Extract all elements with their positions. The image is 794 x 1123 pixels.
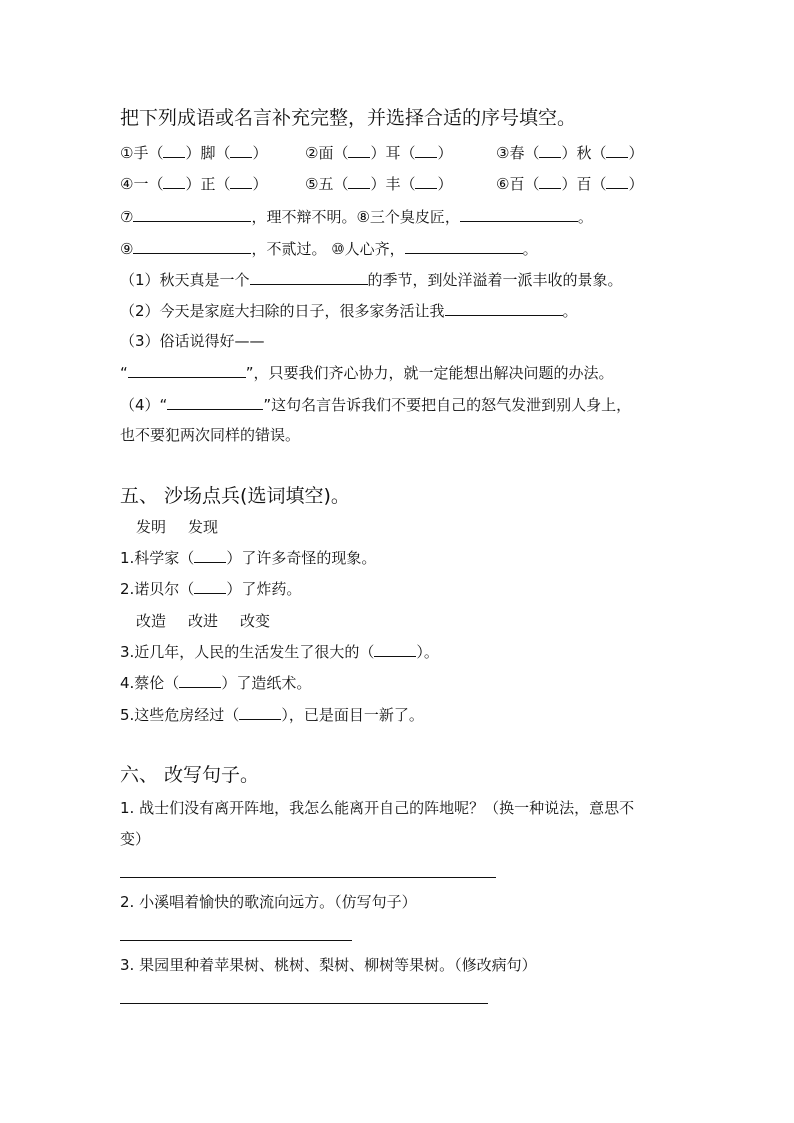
word-option: 改变 <box>240 612 271 630</box>
s3-close: ”，只要我们齐心协力，就一定能想出解决问题的办法。 <box>245 364 614 382</box>
blank[interactable] <box>250 269 368 285</box>
q10-end: 。 <box>522 240 538 258</box>
word-option: 改进 <box>188 612 219 630</box>
s2-b: 。 <box>562 302 578 320</box>
s1-b: 的季节，到处洋溢着一派丰收的景象。 <box>367 271 623 289</box>
q-text: ）。 <box>416 643 439 661</box>
quote-q7-q8 <box>120 206 593 227</box>
blank[interactable] <box>606 143 628 158</box>
blank[interactable] <box>133 238 251 254</box>
s5-q2 <box>120 579 301 599</box>
idiom-label: ②面（ <box>305 144 349 162</box>
q-text: ）了炸药。 <box>226 580 302 598</box>
blank[interactable] <box>415 174 437 189</box>
section-6-title: 六、 改写句子。 <box>120 764 260 786</box>
q-text: 5.这些危房经过（ <box>120 706 240 724</box>
sentence-2 <box>120 300 578 321</box>
blank[interactable] <box>606 174 628 189</box>
quote-open: “ <box>120 364 128 382</box>
idiom-5 <box>305 174 452 194</box>
idiom-label: ⑤五（ <box>305 175 349 193</box>
idiom-mid: ）耳（ <box>370 144 416 162</box>
idiom-label: ④一（ <box>120 175 164 193</box>
blank[interactable] <box>230 143 252 158</box>
q-text: ），已是面目一新了。 <box>281 706 424 724</box>
blank[interactable] <box>194 579 226 594</box>
s6-q2: 2. 小溪唱着愉快的歌流向远方。（仿写句子） <box>120 893 417 911</box>
q-text: ）了造纸术。 <box>221 674 312 692</box>
idiom-3 <box>496 143 643 163</box>
blank[interactable] <box>163 143 185 158</box>
s6-q1-cont: 变） <box>120 830 151 848</box>
answer-line-1[interactable] <box>120 876 496 878</box>
q7-num: ⑦ <box>120 208 134 226</box>
s5-q1 <box>120 548 376 568</box>
answer-line-3[interactable] <box>120 1002 488 1004</box>
sentence-3-quote <box>120 362 614 383</box>
s1-a: （1）秋天真是一个 <box>120 271 250 289</box>
blank[interactable] <box>539 143 561 158</box>
blank[interactable] <box>348 143 370 158</box>
q9-num: ⑨ <box>120 240 134 258</box>
q-text: 3.近几年，人民的生活发生了很大的（ <box>120 643 375 661</box>
blank[interactable] <box>194 548 226 563</box>
idiom-4 <box>120 174 267 194</box>
s6-q3: 3. 果园里种着苹果树、桃树、梨树、柳树等果树。（修改病句） <box>120 956 537 974</box>
blank[interactable] <box>539 174 561 189</box>
sentence-4 <box>120 394 631 415</box>
idiom-6 <box>496 174 643 194</box>
blank[interactable] <box>460 206 578 222</box>
blank[interactable] <box>415 143 437 158</box>
q8-end: 。 <box>577 208 593 226</box>
s6-q1: 1. 战士们没有离开阵地，我怎么能离开自己的阵地呢？（换一种说法，意思不 <box>120 799 635 817</box>
sentence-1 <box>120 269 623 290</box>
idiom-end: ） <box>628 175 644 193</box>
idiom-end: ） <box>437 175 453 193</box>
idiom-end: ） <box>628 144 644 162</box>
section-4-title: 把下列成语或名言补充完整，并选择合适的序号填空。 <box>120 107 577 129</box>
answer-line-2[interactable] <box>120 939 352 941</box>
section-5-title: 五、 沙场点兵(选词填空)。 <box>120 485 350 507</box>
idiom-mid: ）正（ <box>185 175 231 193</box>
s2-a: （2）今天是家庭大扫除的日子，很多家务活让我 <box>120 302 445 320</box>
blank[interactable] <box>374 642 416 657</box>
word-option: 改造 <box>136 612 167 630</box>
s5-q4 <box>120 673 311 693</box>
blank[interactable] <box>128 362 246 378</box>
blank[interactable] <box>239 705 281 720</box>
idiom-end: ） <box>252 144 268 162</box>
idiom-mid: ）丰（ <box>370 175 416 193</box>
blank[interactable] <box>133 206 251 222</box>
idiom-mid: ）脚（ <box>185 144 231 162</box>
word-option: 发现 <box>188 518 219 536</box>
blank[interactable] <box>230 174 252 189</box>
idiom-1 <box>120 143 267 163</box>
blank[interactable] <box>163 174 185 189</box>
sentence-4-cont: 也不要犯两次同样的错误。 <box>120 426 301 444</box>
idiom-label: ③春（ <box>496 144 540 162</box>
s5-q5 <box>120 705 424 725</box>
s4-a: （4）“ <box>120 396 168 414</box>
word-bank-1 <box>136 517 240 537</box>
idiom-2 <box>305 143 452 163</box>
quote-q9-q10 <box>120 238 538 259</box>
q7-text: ，理不辩不明。⑧三个臭皮匠， <box>251 208 460 226</box>
word-bank-2 <box>136 611 292 631</box>
blank[interactable] <box>348 174 370 189</box>
idiom-mid: ）百（ <box>561 175 607 193</box>
sentence-3: （3）俗话说得好—— <box>120 332 265 350</box>
q9-text: ，不贰过。 ⑩人心齐， <box>251 240 405 258</box>
idiom-mid: ）秋（ <box>561 144 607 162</box>
blank[interactable] <box>445 300 563 316</box>
blank[interactable] <box>405 238 523 254</box>
q-text: 1.科学家（ <box>120 549 195 567</box>
q-text: 4.蔡伦（ <box>120 674 180 692</box>
s5-q3 <box>120 642 439 662</box>
idiom-end: ） <box>437 144 453 162</box>
blank[interactable] <box>167 394 263 410</box>
q-text: 2.诺贝尔（ <box>120 580 195 598</box>
q-text: ）了许多奇怪的现象。 <box>226 549 377 567</box>
idiom-end: ） <box>252 175 268 193</box>
idiom-label: ⑥百（ <box>496 175 540 193</box>
blank[interactable] <box>179 673 221 688</box>
s4-b: ”这句名言告诉我们不要把自己的怒气发泄到别人身上， <box>263 396 632 414</box>
word-option: 发明 <box>136 518 167 536</box>
idiom-label: ①手（ <box>120 144 164 162</box>
